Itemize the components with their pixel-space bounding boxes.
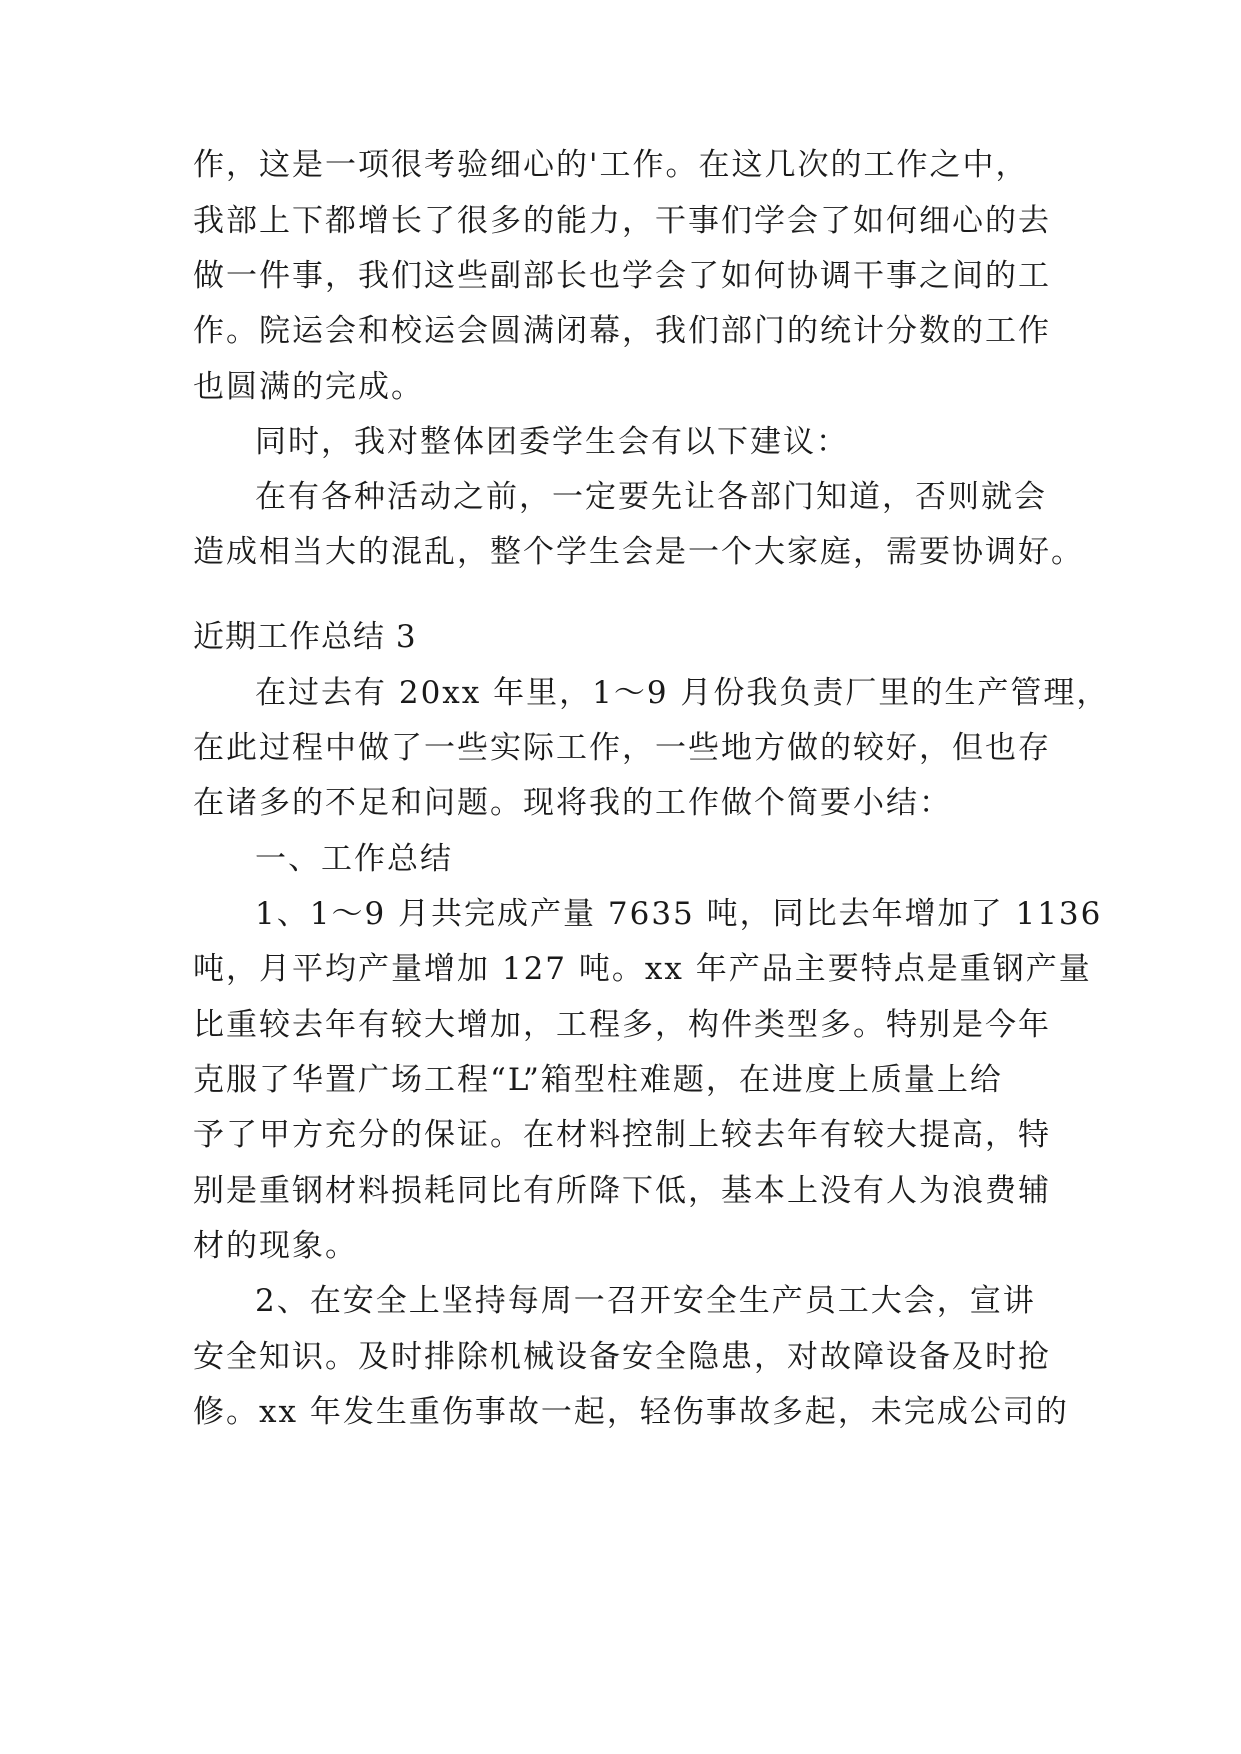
paragraph-line: 我部上下都增长了很多的能力，干事们学会了如何细心的去 (193, 203, 1051, 239)
paragraph-line: 作。院运会和校运会圆满闭幕，我们部门的统计分数的工作 (193, 313, 1051, 349)
paragraph-line: 别是重钢材料损耗同比有所降下低，基本上没有人为浪费辅 (193, 1173, 1051, 1209)
paragraph-line: 同时，我对整体团委学生会有以下建议： (255, 424, 849, 460)
paragraph-line: 在此过程中做了一些实际工作，一些地方做的较好，但也存 (193, 730, 1051, 766)
paragraph-line: 在有各种活动之前，一定要先让各部门知道，否则就会 (255, 479, 1047, 515)
paragraph-line: 修。xx 年发生重伤事故一起，轻伤事故多起，未完成公司的 (193, 1394, 1069, 1430)
paragraph-line: 在诸多的不足和问题。现将我的工作做个简要小结： (193, 785, 952, 821)
paragraph-line: 安全知识。及时排除机械设备安全隐患，对故障设备及时抢 (193, 1339, 1051, 1375)
paragraph-line: 材的现象。 (193, 1228, 358, 1264)
paragraph-line: 吨，月平均产量增加 127 吨。xx 年产品主要特点是重钢产量 (193, 951, 1092, 987)
paragraph-line: 作，这是一项很考验细心的'工作。在这几次的工作之中， (193, 147, 1029, 183)
paragraph-line: 造成相当大的混乱，整个学生会是一个大家庭，需要协调好。 (193, 534, 1084, 570)
paragraph-line: 在过去有 20xx 年里，1～9 月份我负责厂里的生产管理， (255, 675, 1110, 711)
section-heading: 近期工作总结 3 (193, 619, 417, 655)
paragraph-line: 比重较去年有较大增加，工程多，构件类型多。特别是今年 (193, 1007, 1051, 1043)
paragraph-line: 2、在安全上坚持每周一召开安全生产员工大会，宣讲 (255, 1283, 1036, 1319)
subsection-title: 一、工作总结 (255, 841, 453, 877)
paragraph-line: 做一件事，我们这些副部长也学会了如何协调干事之间的工 (193, 258, 1051, 294)
paragraph-line: 1、1～9 月共完成产量 7635 吨，同比去年增加了 1136 (255, 896, 1103, 932)
paragraph-line: 克服了华置广场工程“L”箱型柱难题，在进度上质量上给 (193, 1062, 1003, 1098)
paragraph-line: 也圆满的完成。 (193, 369, 424, 405)
paragraph-line: 予了甲方充分的保证。在材料控制上较去年有较大提高，特 (193, 1117, 1051, 1153)
